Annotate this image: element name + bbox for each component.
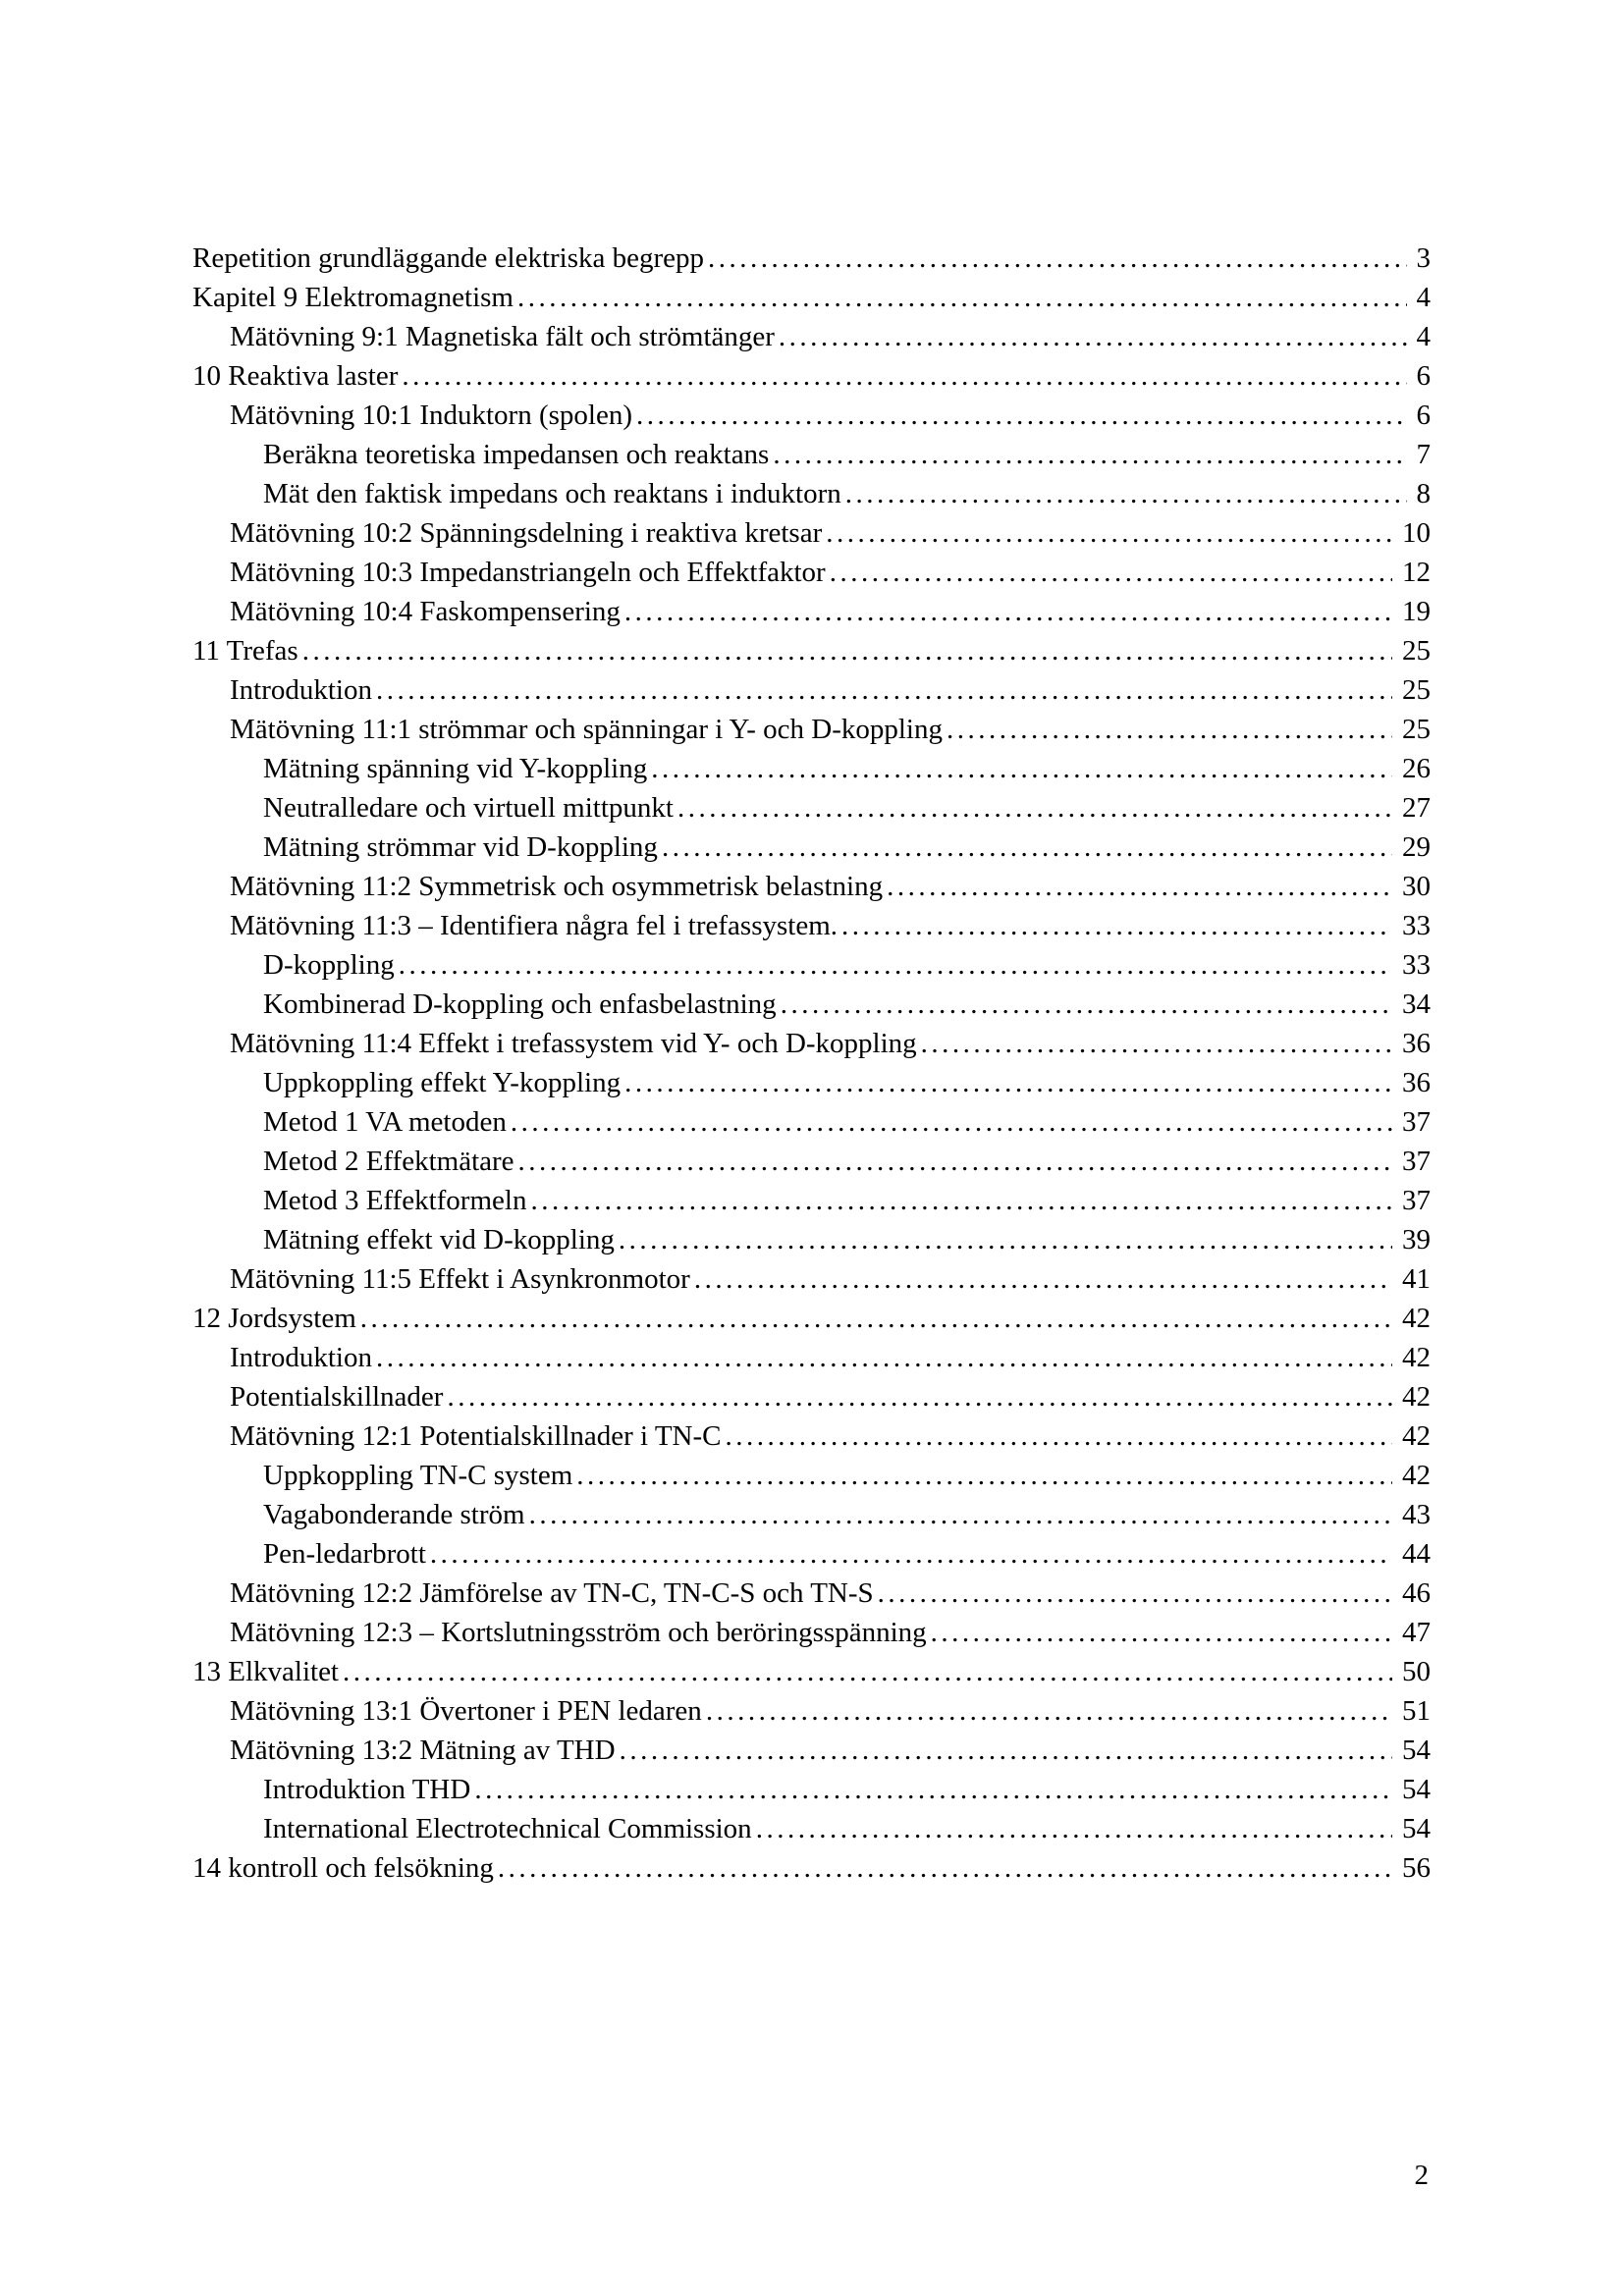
toc-entry[interactable] (192, 631, 1431, 670)
toc-entry-title[interactable]: Mätövning 10:1 Induktorn (spolen) (230, 400, 632, 431)
toc-entry-page-number: 26 (1402, 753, 1431, 784)
dot-leader (376, 670, 1392, 710)
toc-entry-title[interactable]: Mätövning 10:4 Faskompensering (230, 596, 621, 627)
toc-entry[interactable] (192, 1181, 1431, 1220)
toc-entry[interactable] (192, 1613, 1431, 1652)
toc-entry[interactable] (192, 710, 1431, 749)
dot-leader (756, 1809, 1392, 1848)
toc-entry-page-number: 7 (1416, 439, 1431, 470)
toc-entry[interactable] (192, 1220, 1431, 1259)
toc-entry[interactable] (192, 985, 1431, 1024)
toc-entry-title[interactable]: Mätövning 9:1 Magnetiska fält och strömtänger (230, 321, 775, 352)
toc-entry[interactable] (192, 1848, 1431, 1888)
toc-entry-page-number: 4 (1416, 282, 1431, 313)
toc-entry[interactable] (192, 1259, 1431, 1299)
dot-leader (921, 1024, 1392, 1063)
toc-entry-title[interactable]: Neutralledare och virtuell mittpunkt (263, 792, 674, 824)
dot-leader (773, 435, 1406, 474)
toc-entry[interactable] (192, 670, 1431, 710)
toc-entry-title[interactable]: Kombinerad D-koppling och enfasbelastning (263, 988, 777, 1020)
toc-entry-title[interactable]: Mätövning 10:2 Spänningsdelning i reaktiva kretsar (230, 517, 823, 549)
toc-entry[interactable] (192, 317, 1431, 356)
dot-leader (781, 985, 1392, 1024)
dot-leader (694, 1259, 1392, 1299)
toc-entry-page-number: 42 (1402, 1460, 1431, 1491)
dot-leader (624, 1063, 1392, 1102)
toc-entry-title[interactable]: Metod 2 Effektmätare (263, 1146, 514, 1177)
toc-entry[interactable] (192, 1063, 1431, 1102)
dot-leader (779, 317, 1407, 356)
toc-entry-page-number: 54 (1402, 1813, 1431, 1844)
dot-leader (576, 1456, 1392, 1495)
toc-entry[interactable] (192, 278, 1431, 317)
dot-leader (708, 239, 1406, 278)
toc-entry-title[interactable]: Mät den faktisk impedans och reaktans i induktorn (263, 478, 841, 509)
dot-leader (677, 788, 1392, 828)
toc-entry[interactable] (192, 1574, 1431, 1613)
dot-leader (402, 356, 1406, 396)
toc-entry-title[interactable]: Mätövning 10:3 Impedanstriangeln och Effektfaktor (230, 557, 826, 588)
dot-leader (947, 710, 1392, 749)
dot-leader (517, 278, 1407, 317)
toc-entry-title[interactable]: Mätövning 12:1 Potentialskillnader i TN-C (230, 1420, 722, 1452)
dot-leader (706, 1691, 1392, 1731)
dot-leader (830, 553, 1392, 592)
toc-entry-title[interactable]: 12 Jordsystem (192, 1303, 356, 1334)
toc-entry-page-number: 46 (1402, 1577, 1431, 1609)
toc-entry-title[interactable]: Introduktion (230, 674, 372, 706)
dot-leader (518, 1142, 1392, 1181)
toc-entry-title[interactable]: Mätövning 11:3 – Identifiera några fel i trefassystem. (230, 910, 839, 941)
toc-entry-title[interactable]: Mätning effekt vid D-koppling (263, 1224, 615, 1255)
toc-entry[interactable] (192, 1377, 1431, 1416)
toc-entry[interactable] (192, 592, 1431, 631)
toc-entry[interactable] (192, 867, 1431, 906)
toc-entry[interactable] (192, 1338, 1431, 1377)
toc-entry[interactable] (192, 1456, 1431, 1495)
toc-entry-title[interactable]: Mätövning 11:5 Effekt i Asynkronmotor (230, 1263, 690, 1295)
toc-entry[interactable] (192, 1102, 1431, 1142)
toc-entry-page-number: 36 (1402, 1067, 1431, 1098)
toc-entry-title[interactable]: Mätövning 13:1 Övertoner i PEN ledaren (230, 1695, 702, 1727)
toc-entry[interactable] (192, 1142, 1431, 1181)
toc-entry-page-number: 3 (1416, 242, 1431, 274)
dot-leader (878, 1574, 1392, 1613)
toc-entry-page-number: 47 (1402, 1617, 1431, 1648)
toc-entry[interactable] (192, 749, 1431, 788)
dot-leader (887, 867, 1392, 906)
dot-leader (530, 1181, 1392, 1220)
toc-entry-page-number: 25 (1402, 635, 1431, 667)
dot-leader (360, 1299, 1392, 1338)
toc-entry[interactable] (192, 1299, 1431, 1338)
toc-entry[interactable] (192, 356, 1431, 396)
toc-entry-page-number: 12 (1402, 557, 1431, 588)
toc-entry-title[interactable]: Mätövning 12:2 Jämförelse av TN-C, TN-C-S och TN-S (230, 1577, 874, 1609)
page-number-footer: 2 (1414, 2160, 1429, 2191)
toc-entry[interactable] (192, 1691, 1431, 1731)
toc-entry[interactable] (192, 474, 1431, 513)
toc-entry-title[interactable]: Mätövning 11:2 Symmetrisk och osymmetrisk belastning (230, 871, 884, 902)
toc-entry-title[interactable]: International Electrotechnical Commission (263, 1813, 752, 1844)
toc-entry-page-number: 30 (1402, 871, 1431, 902)
toc-entry[interactable] (192, 1534, 1431, 1574)
toc-entry[interactable] (192, 1770, 1431, 1809)
toc-entry-title[interactable]: Pen-ledarbrott (263, 1538, 426, 1570)
dot-leader (620, 1731, 1392, 1770)
dot-leader (841, 906, 1392, 945)
toc-entry-title[interactable]: Potentialskillnader (230, 1381, 444, 1413)
toc-entry-title[interactable]: Mätning strömmar vid D-koppling (263, 831, 658, 863)
toc-entry[interactable] (192, 435, 1431, 474)
toc-entry-page-number: 25 (1402, 674, 1431, 706)
toc-entry-title[interactable]: 14 kontroll och felsökning (192, 1852, 494, 1884)
toc-entry[interactable] (192, 396, 1431, 435)
toc-entry-title[interactable]: Beräkna teoretiska impedansen och reaktans (263, 439, 770, 470)
toc-entry-title[interactable]: D-koppling (263, 949, 395, 981)
toc-entry-title[interactable]: Vagabonderande ström (263, 1499, 525, 1530)
toc-entry[interactable] (192, 788, 1431, 828)
dot-leader (529, 1495, 1392, 1534)
toc-entry-title[interactable]: Uppkoppling effekt Y-koppling (263, 1067, 622, 1098)
toc-entry-title[interactable]: Kapitel 9 Elektromagnetism (192, 282, 514, 313)
toc-entry-page-number: 42 (1402, 1342, 1431, 1373)
toc-entry-page-number: 6 (1416, 400, 1431, 431)
toc-entry[interactable] (192, 513, 1431, 553)
toc-entry[interactable] (192, 1731, 1431, 1770)
dot-leader (826, 513, 1392, 553)
dot-leader (399, 945, 1392, 985)
dot-leader (651, 749, 1392, 788)
toc-entry-title[interactable]: Mätövning 12:3 – Kortslutningsström och beröringsspänning (230, 1617, 927, 1648)
toc-entry-page-number: 19 (1402, 596, 1431, 627)
toc-entry-page-number: 37 (1402, 1185, 1431, 1216)
toc-entry-page-number: 37 (1402, 1146, 1431, 1177)
toc-entry-title[interactable]: 11 Trefas (192, 635, 298, 667)
toc-entry-page-number: 33 (1402, 910, 1431, 941)
toc-entry[interactable] (192, 828, 1431, 867)
toc-entry-page-number: 29 (1402, 831, 1431, 863)
toc-entry[interactable] (192, 1495, 1431, 1534)
dot-leader (474, 1770, 1392, 1809)
toc-entry-title[interactable]: 10 Reaktiva laster (192, 360, 399, 392)
toc-entry-page-number: 50 (1402, 1656, 1431, 1687)
toc-entry-title[interactable]: Mätning spänning vid Y-koppling (263, 753, 648, 784)
toc-entry-title[interactable]: Mätövning 11:4 Effekt i trefassystem vid Y- och D-koppling (230, 1028, 917, 1059)
toc-entry[interactable] (192, 1024, 1431, 1063)
toc-entry-title[interactable]: Introduktion THD (263, 1774, 471, 1805)
toc-entry-page-number: 42 (1402, 1381, 1431, 1413)
toc-entry-page-number: 42 (1402, 1420, 1431, 1452)
dot-leader (662, 828, 1392, 867)
toc-entry[interactable] (192, 553, 1431, 592)
toc-entry-page-number: 6 (1416, 360, 1431, 392)
toc-entry-page-number: 10 (1402, 517, 1431, 549)
toc-entry-title[interactable]: Metod 1 VA metoden (263, 1106, 507, 1138)
toc-entry[interactable] (192, 906, 1431, 945)
toc-entry-page-number: 27 (1402, 792, 1431, 824)
toc-entry-page-number: 34 (1402, 988, 1431, 1020)
toc-entry-title[interactable]: Mätövning 11:1 strömmar och spänningar i Y- och D-koppling (230, 714, 943, 745)
toc-entry[interactable] (192, 945, 1431, 985)
toc-entry-page-number: 54 (1402, 1735, 1431, 1766)
toc-entry-title[interactable]: Mätövning 13:2 Mätning av THD (230, 1735, 616, 1766)
toc-entry[interactable] (192, 1809, 1431, 1848)
dot-leader (845, 474, 1407, 513)
toc-entry-page-number: 43 (1402, 1499, 1431, 1530)
toc-entry-page-number: 54 (1402, 1774, 1431, 1805)
toc-entry[interactable] (192, 239, 1431, 278)
toc-entry-title[interactable]: 13 Elkvalitet (192, 1656, 339, 1687)
toc-entry-page-number: 41 (1402, 1263, 1431, 1295)
toc-entry[interactable] (192, 1416, 1431, 1456)
dot-leader (302, 631, 1392, 670)
dot-leader (619, 1220, 1392, 1259)
dot-leader (343, 1652, 1392, 1691)
toc-entry-page-number: 8 (1416, 478, 1431, 509)
dot-leader (624, 592, 1392, 631)
toc-entry-page-number: 25 (1402, 714, 1431, 745)
toc-entry-title[interactable]: Metod 3 Effektformeln (263, 1185, 527, 1216)
toc-entry-page-number: 42 (1402, 1303, 1431, 1334)
toc-entry-page-number: 37 (1402, 1106, 1431, 1138)
toc-entry-page-number: 44 (1402, 1538, 1431, 1570)
toc-entry-page-number: 51 (1402, 1695, 1431, 1727)
dot-leader (931, 1613, 1392, 1652)
toc-entry-page-number: 39 (1402, 1224, 1431, 1255)
toc-entry-page-number: 4 (1416, 321, 1431, 352)
dot-leader (447, 1377, 1392, 1416)
toc-entry[interactable] (192, 1652, 1431, 1691)
toc-entry-title[interactable]: Introduktion (230, 1342, 372, 1373)
dot-leader (376, 1338, 1392, 1377)
dot-leader (511, 1102, 1392, 1142)
dot-leader (636, 396, 1407, 435)
toc-entry-title[interactable]: Uppkoppling TN-C system (263, 1460, 573, 1491)
toc-entry-title[interactable]: Repetition grundläggande elektriska begrepp (192, 242, 705, 274)
dot-leader (725, 1416, 1392, 1456)
toc-entry-page-number: 33 (1402, 949, 1431, 981)
table-of-contents (192, 239, 1431, 1888)
toc-entry-page-number: 36 (1402, 1028, 1431, 1059)
dot-leader (498, 1848, 1392, 1888)
dot-leader (430, 1534, 1392, 1574)
toc-entry-page-number: 56 (1402, 1852, 1431, 1884)
